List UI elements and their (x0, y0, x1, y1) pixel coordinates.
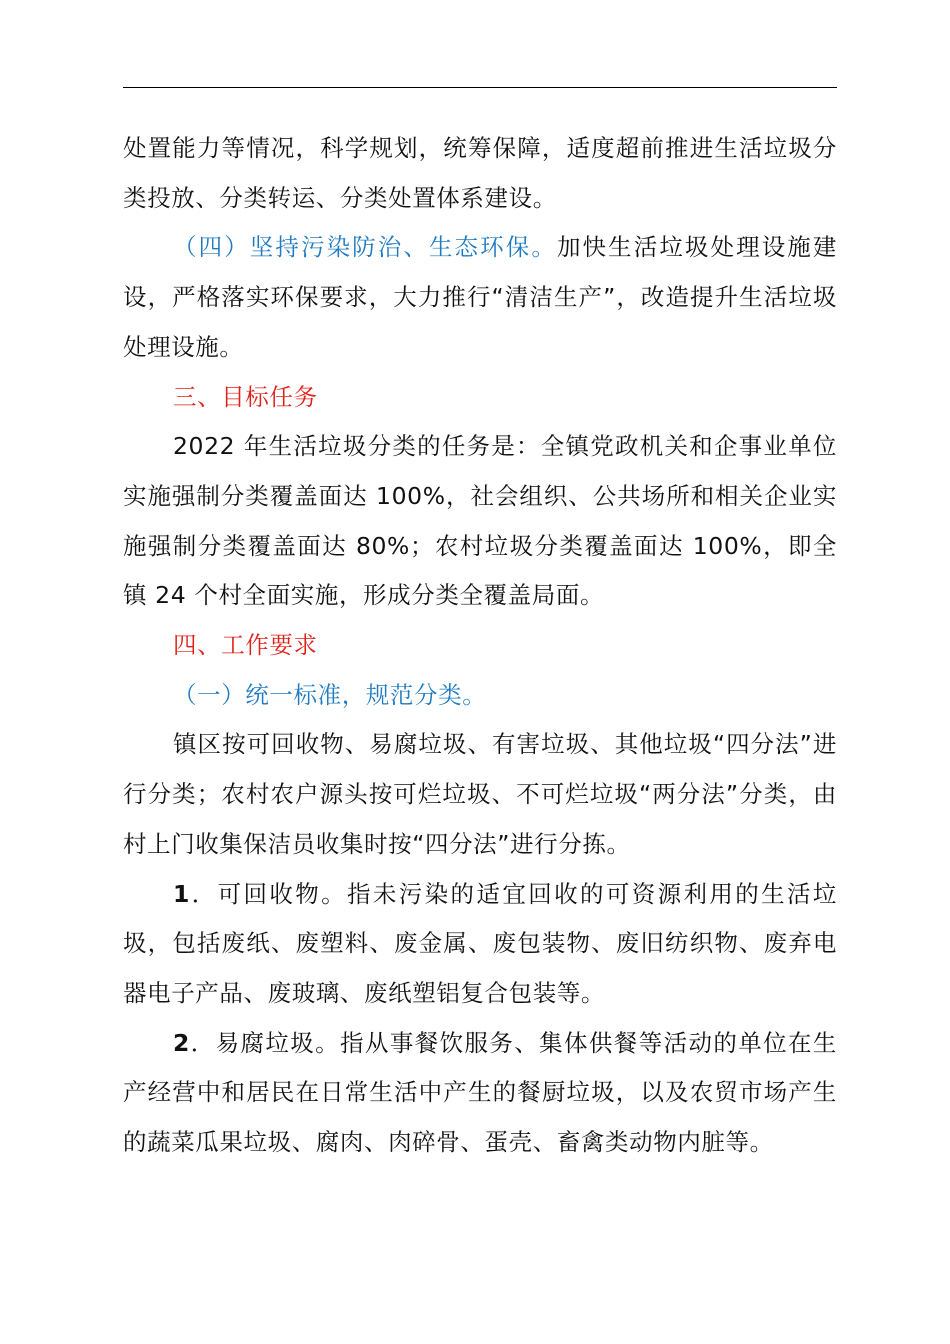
paragraph-classification-method: 镇区按可回收物、易腐垃圾、有害垃圾、其他垃圾“四分法”进行分类；农村农户源头按可烂垃圾、不可烂垃圾“两分法”分类，由村上门收集保洁员收集时按“四分法”进行分拣。 (123, 730, 837, 858)
subheading-principle-four: （四）坚持污染防治、生态环保。 (173, 233, 557, 262)
document-body (123, 124, 837, 1168)
item-text-perishable: ．易腐垃圾。指从事餐饮服务、集体供餐等活动的单位在生产经营中和居民在日常生活中产生的餐厨垃圾，以及农贸市场产生的蔬菜瓜果垃圾、腐肉、肉碎骨、蛋壳、畜禽类动物内脏等。 (123, 1028, 837, 1157)
subheading-unified-standard: （一）统一标准，规范分类。 (173, 680, 487, 709)
paragraph-goals: 2022 年生活垃圾分类的任务是：全镇党政机关和企事业单位实施强制分类覆盖面达 100%，社会组织、公共场所和相关企业实施强制分类覆盖面达 80%；农村垃圾分类覆盖面达 100%，即全镇 24 个村全面实施，形成分类全覆盖局面。 (123, 432, 837, 610)
paragraph-continued: 处置能力等情况，科学规划，统筹保障，适度超前推进生活垃圾分类投放、分类转运、分类处置体系建设。 (123, 134, 837, 212)
item-number-2: 2 (173, 1028, 190, 1057)
paragraph-perishable (123, 1019, 837, 1168)
section-heading-goals: 三、目标任务 (173, 382, 318, 411)
section-heading-requirements: 四、工作要求 (173, 631, 318, 660)
paragraph-recyclables (123, 870, 837, 1019)
item-text-recyclables: ．可回收物。指未污染的适宜回收的可资源利用的生活垃圾，包括废纸、废塑料、废金属、废包装物、废旧纺织物、废弃电器电子产品、废玻璃、废纸塑铝复合包装等。 (123, 879, 837, 1007)
header-rule (123, 87, 837, 88)
paragraph-principle-four-text: 加快生活垃圾处理设施建设，严格落实环保要求，大力推行“清洁生产”，改造提升生活垃圾处理设施。 (123, 233, 837, 361)
item-number-1: 1 (173, 879, 190, 908)
paragraph-principle-four (123, 223, 837, 372)
